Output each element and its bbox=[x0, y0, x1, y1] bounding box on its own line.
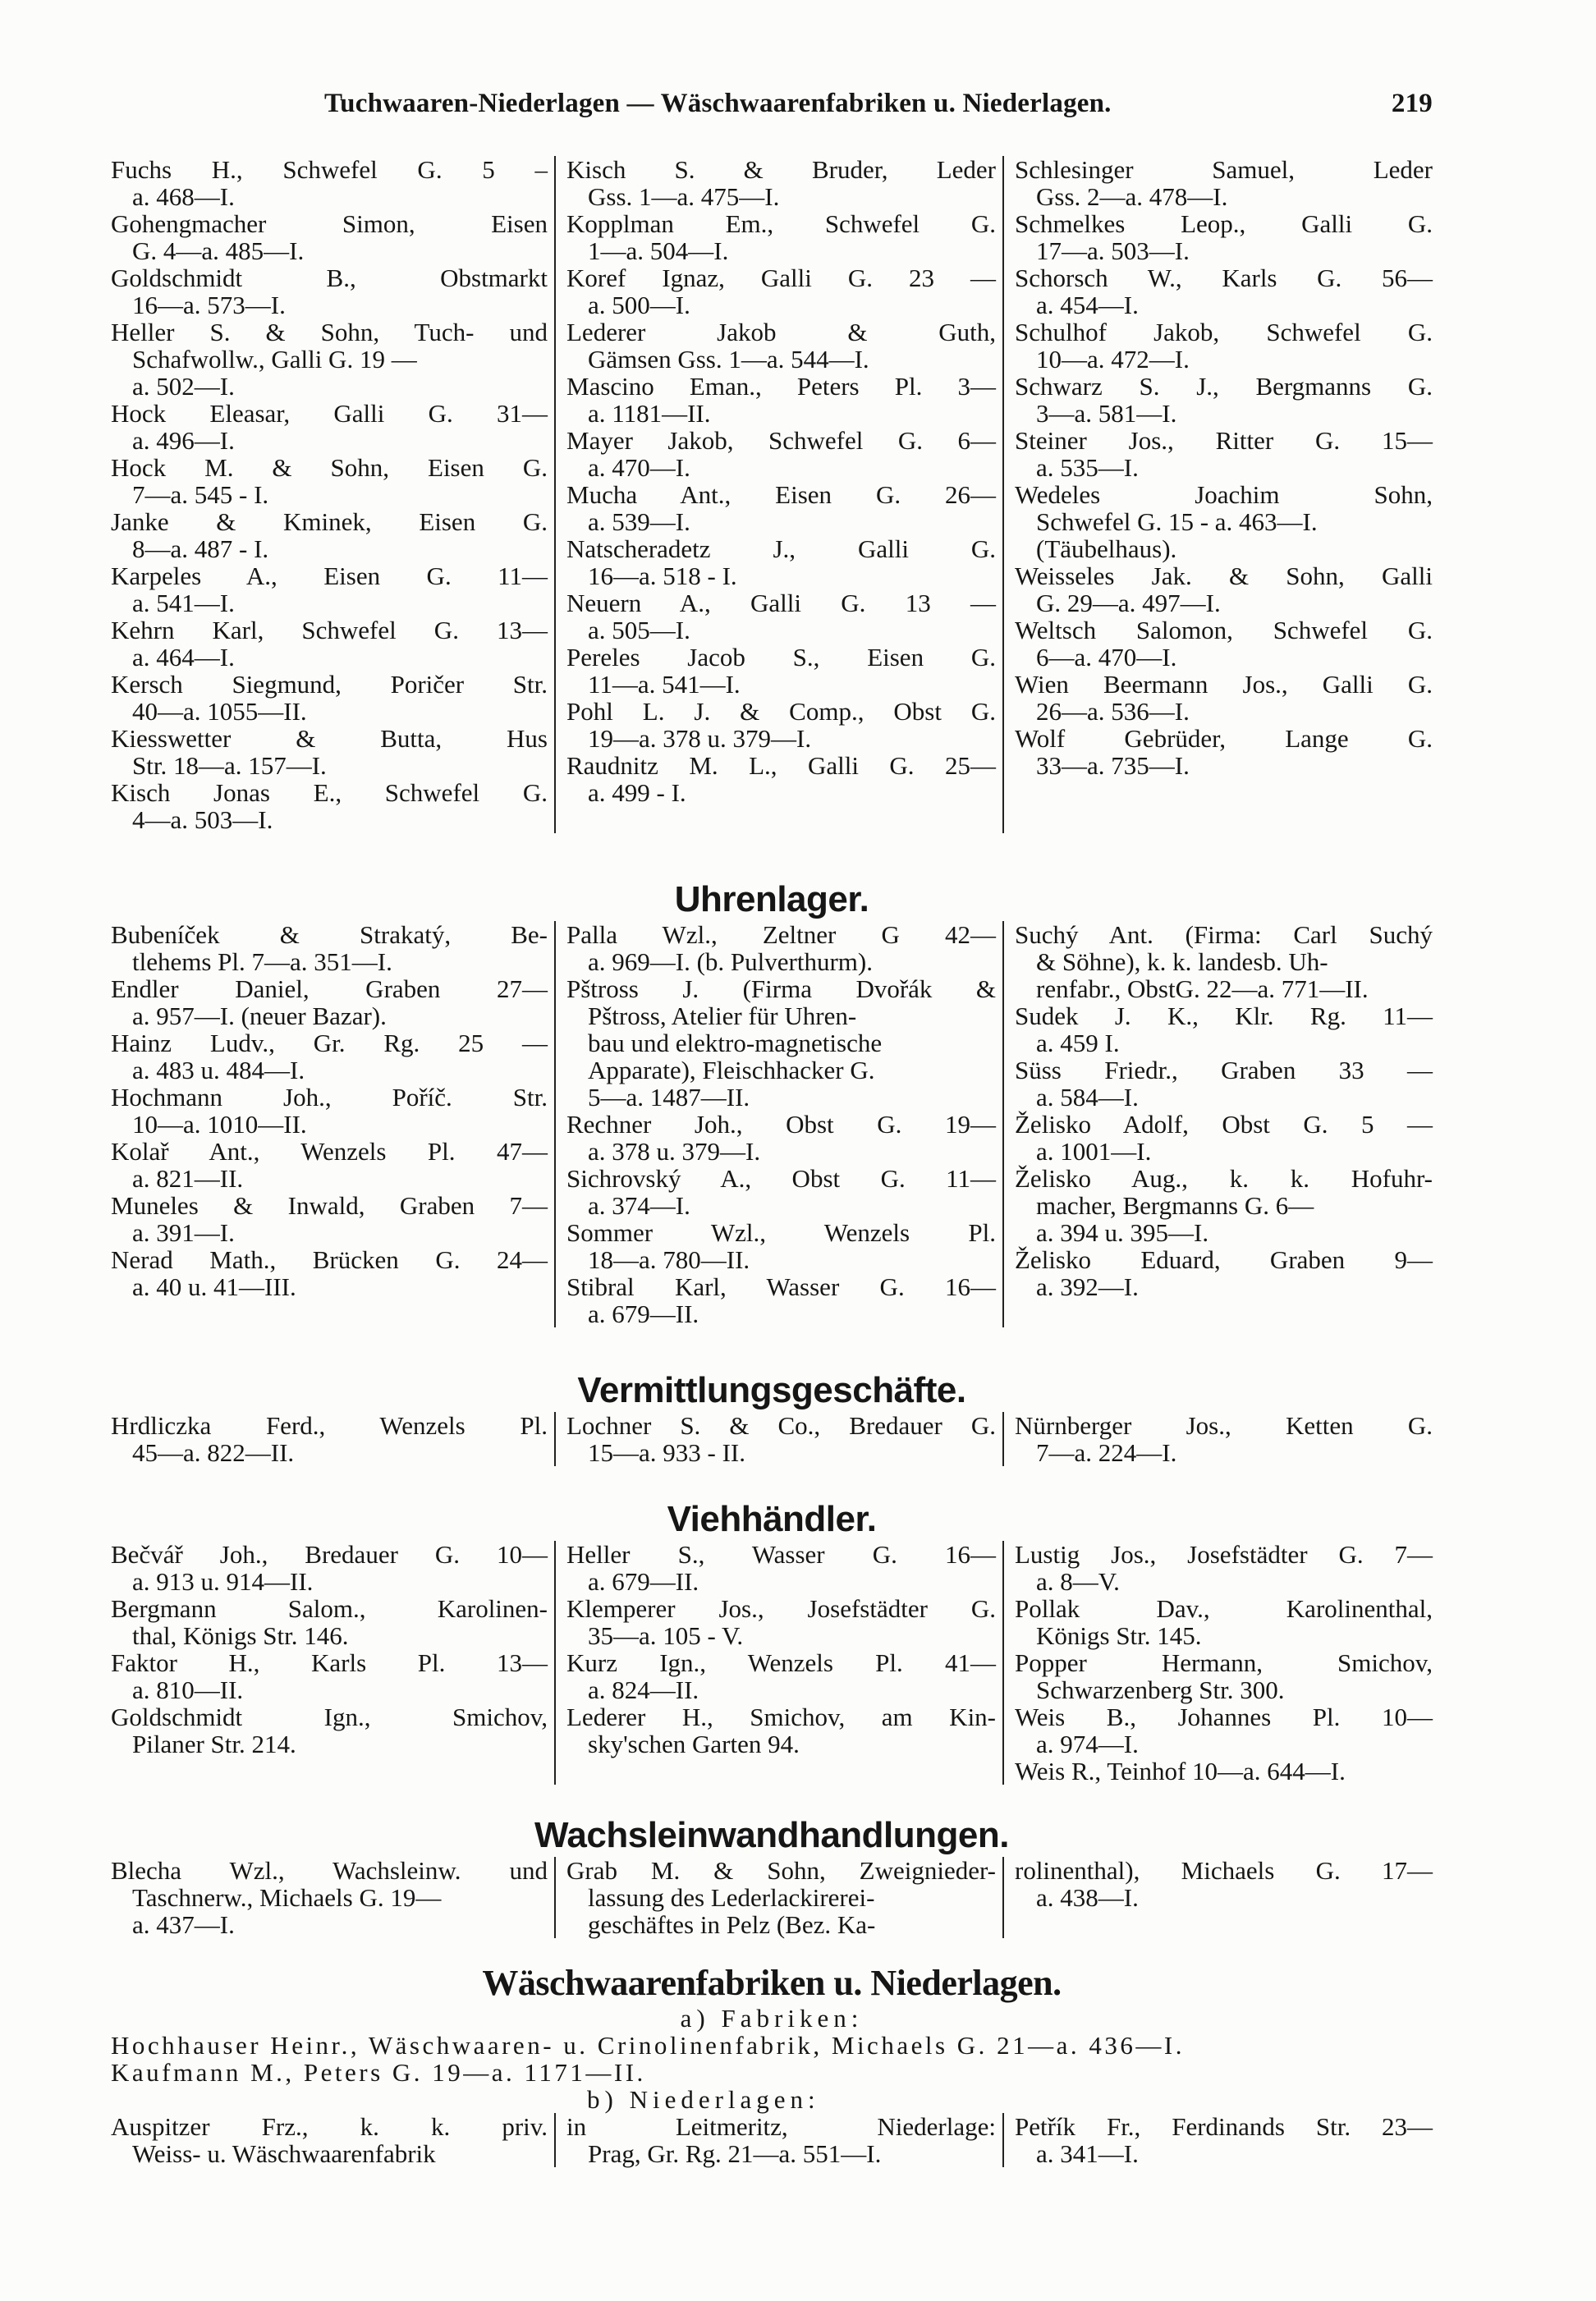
entry-continuation-line: a. 459 I. bbox=[1036, 1029, 1120, 1057]
entry-name-line: Hock M. & Sohn, Eisen G. bbox=[111, 453, 548, 482]
entry-continuation-line: Apparate), Fleischhacker G. bbox=[588, 1056, 875, 1084]
entry-name-line: Rechner Joh., Obst G. 19— bbox=[566, 1110, 996, 1139]
entry-name-line: Schorsch W., Karls G. 56— bbox=[1015, 264, 1433, 292]
entry-continuation-line: a. 821—II. bbox=[132, 1164, 244, 1193]
entry-name-line: Weis R., Teinhof 10—a. 644—I. bbox=[1015, 1757, 1346, 1785]
entry-name-line: Palla Wzl., Zeltner G 42— bbox=[566, 920, 996, 949]
entry-continuation-line: tlehems Pl. 7—a. 351—I. bbox=[132, 947, 392, 976]
entry-continuation-line: thal, Königs Str. 146. bbox=[132, 1621, 349, 1650]
entry-continuation-line: 16—a. 518 - I. bbox=[588, 561, 737, 590]
section-heading: Viehhändler. bbox=[667, 1499, 877, 1539]
directory-entry bbox=[1015, 319, 1433, 373]
directory-entry bbox=[111, 2113, 548, 2167]
directory-entry bbox=[111, 671, 548, 725]
directory-entry bbox=[566, 921, 996, 975]
entry-continuation-line: a. 341—I. bbox=[1036, 2139, 1139, 2168]
entry-name-line: Neuern A., Galli G. 13 — bbox=[566, 589, 996, 617]
entry-name-line: Klemperer Jos., Josefstädter G. bbox=[566, 1594, 996, 1623]
directory-entry bbox=[111, 1192, 548, 1246]
entry-name-line: Wedeles Joachim Sohn, bbox=[1015, 480, 1433, 509]
entry-name-line: Sudek J. K., Klr. Rg. 11— bbox=[1015, 1002, 1433, 1030]
entry-continuation-line: a. 468—I. bbox=[132, 182, 235, 211]
directory-entry bbox=[111, 725, 548, 779]
directory-entry bbox=[1015, 1703, 1433, 1758]
entry-continuation-line: a. 1001—I. bbox=[1036, 1137, 1152, 1166]
entry-name-line: Želisko Eduard, Graben 9— bbox=[1015, 1245, 1433, 1274]
entry-continuation-line: G. 4—a. 485—I. bbox=[132, 236, 305, 265]
entry-name-line: Želisko Aug., k. k. Hofuhr- bbox=[1015, 1164, 1433, 1193]
entry-continuation-line: Schwefel G. 15 - a. 463—I. bbox=[1036, 507, 1318, 536]
entry-name-line: Endler Daniel, Graben 27— bbox=[111, 974, 548, 1003]
entry-continuation-line: 5—a. 1487—II. bbox=[588, 1083, 750, 1112]
entry-continuation-line: 15—a. 933 - II. bbox=[588, 1438, 745, 1467]
directory-entry bbox=[111, 1084, 548, 1138]
directory-entry bbox=[1015, 1111, 1433, 1165]
directory-entry bbox=[1015, 481, 1433, 562]
page-number: 219 bbox=[1391, 89, 1433, 118]
entry-continuation-line: Gämsen Gss. 1—a. 544—I. bbox=[588, 345, 869, 374]
entry-name-line: Karpeles A., Eisen G. 11— bbox=[111, 561, 548, 590]
entry-name-line: Natscheradetz J., Galli G. bbox=[566, 534, 996, 563]
directory-entry bbox=[111, 508, 548, 562]
columns bbox=[111, 2113, 1433, 2167]
directory-entry bbox=[1015, 2113, 1433, 2167]
entry-name-line: Hainz Ludv., Gr. Rg. 25 — bbox=[111, 1029, 548, 1057]
entry-continuation-line: 3—a. 581—I. bbox=[1036, 399, 1177, 428]
entry-continuation-line: a. 505—I. bbox=[588, 616, 690, 644]
entry-name-line: Sichrovský A., Obst G. 11— bbox=[566, 1164, 996, 1193]
directory-entry bbox=[566, 1649, 996, 1703]
entry-continuation-line: a. 438—I. bbox=[1036, 1883, 1139, 1912]
entry-name-line: in Leitmeritz, Niederlage: bbox=[566, 2112, 996, 2141]
directory-entry bbox=[566, 1412, 996, 1466]
directory-entry bbox=[566, 752, 996, 806]
directory-entry bbox=[566, 1595, 996, 1649]
column-3 bbox=[1002, 156, 1433, 833]
column-1 bbox=[111, 156, 554, 833]
directory-entry bbox=[1015, 1649, 1433, 1703]
directory-entry bbox=[1015, 671, 1433, 725]
entry-continuation-line: 19—a. 378 u. 379—I. bbox=[588, 724, 812, 753]
entry-continuation-line: 45—a. 822—II. bbox=[132, 1438, 295, 1467]
entry-continuation-line: & Söhne), k. k. landesb. Uh- bbox=[1036, 947, 1328, 976]
directory-entry bbox=[1015, 264, 1433, 319]
column-3 bbox=[1002, 921, 1433, 1327]
column-2 bbox=[554, 1857, 1002, 1938]
entry-name-line: Steiner Jos., Ritter G. 15— bbox=[1015, 426, 1433, 455]
column-2 bbox=[554, 2113, 1002, 2167]
entry-name-line: Bergmann Salom., Karolinen- bbox=[111, 1594, 548, 1623]
entry-continuation-line: a. 392—I. bbox=[1036, 1272, 1139, 1301]
directory-entry bbox=[566, 1219, 996, 1273]
directory-entry bbox=[566, 373, 996, 427]
entry-continuation-line: a. 8—V. bbox=[1036, 1567, 1120, 1596]
entry-continuation-line: G. 29—a. 497—I. bbox=[1036, 589, 1221, 617]
entry-name-line: Pollak Dav., Karolinenthal, bbox=[1015, 1594, 1433, 1623]
entry-continuation-line: a. 40 u. 41—III. bbox=[132, 1272, 296, 1301]
section-waeschwaaren bbox=[111, 1962, 1433, 2167]
entry-name-line: Nürnberger Jos., Ketten G. bbox=[1015, 1411, 1433, 1440]
directory-entry bbox=[1015, 1595, 1433, 1649]
entry-name-line: Hock Eleasar, Galli G. 31— bbox=[111, 399, 548, 428]
directory-entry bbox=[1015, 1758, 1433, 1785]
entry-continuation-line: Pilaner Str. 214. bbox=[132, 1730, 296, 1758]
entry-continuation-line: Str. 18—a. 157—I. bbox=[132, 751, 327, 780]
entry-name-line: Weis B., Johannes Pl. 10— bbox=[1015, 1703, 1433, 1731]
entry-continuation-line: a. 974—I. bbox=[1036, 1730, 1139, 1758]
directory-entry bbox=[111, 264, 548, 319]
entry-name-line: Wien Beermann Jos., Galli G. bbox=[1015, 670, 1433, 699]
fabriken-entry bbox=[111, 2059, 1433, 2086]
entry-continuation-line: a. 957—I. (neuer Bazar). bbox=[132, 1002, 387, 1030]
entry-continuation-line: macher, Bergmanns G. 6— bbox=[1036, 1191, 1314, 1220]
entry-continuation-line: a. 539—I. bbox=[588, 507, 690, 536]
directory-entry bbox=[1015, 210, 1433, 264]
directory-entry bbox=[111, 921, 548, 975]
columns bbox=[111, 156, 1433, 833]
entry-name-line: Kiesswetter & Butta, Hus bbox=[111, 724, 548, 753]
column-2 bbox=[554, 1412, 1002, 1466]
directory-entry bbox=[111, 1412, 548, 1466]
entry-name-line: Hochmann Joh., Poříč. Str. bbox=[111, 1083, 548, 1112]
entry-name-line: Weisseles Jak. & Sohn, Galli bbox=[1015, 561, 1433, 590]
columns bbox=[111, 1412, 1433, 1466]
entry-name-line: Goldschmidt B., Obstmarkt bbox=[111, 264, 548, 292]
entry-name-line: Pereles Jacob S., Eisen G. bbox=[566, 643, 996, 672]
directory-entry bbox=[111, 319, 548, 400]
entry-continuation-line: Prag, Gr. Rg. 21—a. 551—I. bbox=[588, 2139, 882, 2168]
entry-continuation-line: a. 824—II. bbox=[588, 1675, 699, 1704]
directory-entry bbox=[111, 779, 548, 833]
entry-continuation-line: a. 679—II. bbox=[588, 1299, 699, 1328]
entry-name-line: Heller S. & Sohn, Tuch- und bbox=[111, 318, 548, 346]
fabrik-line: Hochhauser Heinr., Wäschwaaren- u. Crinolinenfabrik, Michaels G. 21—a. 436—I. bbox=[111, 2031, 1185, 2060]
column-1 bbox=[111, 1412, 554, 1466]
entry-continuation-line: a. 437—I. bbox=[132, 1910, 235, 1939]
directory-entry bbox=[111, 1857, 548, 1938]
directory-entry bbox=[1015, 373, 1433, 427]
directory-entry bbox=[566, 1111, 996, 1165]
niederlagen-label: b) Niederlagen: bbox=[587, 2085, 820, 2114]
entry-continuation-line: 4—a. 503—I. bbox=[132, 805, 273, 834]
section-tuchwaaren bbox=[111, 156, 1433, 833]
column-3 bbox=[1002, 1541, 1433, 1785]
entry-name-line: Bubeníček & Strakatý, Be- bbox=[111, 920, 548, 949]
fabrik-line: Kaufmann M., Peters G. 19—a. 1171—II. bbox=[111, 2058, 646, 2087]
entry-continuation-line: a. 810—II. bbox=[132, 1675, 244, 1704]
columns bbox=[111, 1541, 1433, 1785]
directory-entry bbox=[1015, 1002, 1433, 1057]
entry-continuation-line: lassung des Lederlackirerei- bbox=[588, 1883, 875, 1912]
entry-name-line: Kisch Jonas E., Schwefel G. bbox=[111, 778, 548, 807]
entry-continuation-line: a. 394 u. 395—I. bbox=[1036, 1218, 1209, 1247]
directory-entry bbox=[111, 1649, 548, 1703]
section-heading: Wachsleinwandhandlungen. bbox=[534, 1815, 1009, 1855]
column-2 bbox=[554, 921, 1002, 1327]
entry-continuation-line: a. 502—I. bbox=[132, 372, 235, 401]
entry-name-line: Fuchs H., Schwefel G. 5 – bbox=[111, 155, 548, 184]
entry-name-line: Kehrn Karl, Schwefel G. 13— bbox=[111, 616, 548, 644]
directory-entry bbox=[111, 617, 548, 671]
directory-entry bbox=[566, 1165, 996, 1219]
directory-entry bbox=[566, 975, 996, 1111]
directory-entry bbox=[566, 698, 996, 752]
directory-entry bbox=[1015, 921, 1433, 1002]
entry-continuation-line: a. 496—I. bbox=[132, 426, 235, 455]
directory-entry bbox=[566, 156, 996, 210]
column-3 bbox=[1002, 1857, 1433, 1938]
directory-entry bbox=[566, 319, 996, 373]
entry-continuation-line: a. 584—I. bbox=[1036, 1083, 1139, 1112]
directory-entry bbox=[566, 210, 996, 264]
directory-entry bbox=[111, 975, 548, 1029]
entry-name-line: Hrdliczka Ferd., Wenzels Pl. bbox=[111, 1411, 548, 1440]
directory-entry bbox=[566, 1703, 996, 1758]
column-3 bbox=[1002, 1412, 1433, 1466]
columns bbox=[111, 921, 1433, 1327]
entry-name-line: Weltsch Salomon, Schwefel G. bbox=[1015, 616, 1433, 644]
entry-continuation-line: a. 500—I. bbox=[588, 291, 690, 319]
entry-continuation-line: a. 470—I. bbox=[588, 453, 690, 482]
directory-entry bbox=[111, 1541, 548, 1595]
directory-entry bbox=[111, 1246, 548, 1300]
entry-continuation-line: Gss. 1—a. 475—I. bbox=[588, 182, 780, 211]
directory-entry bbox=[111, 400, 548, 454]
entry-continuation-line: 1—a. 504—I. bbox=[588, 236, 729, 265]
entry-continuation-line: 26—a. 536—I. bbox=[1036, 697, 1190, 726]
entry-continuation-line: geschäftes in Pelz (Bez. Ka- bbox=[588, 1910, 876, 1939]
directory-entry bbox=[1015, 1165, 1433, 1246]
entry-name-line: Goldschmidt Ign., Smichov, bbox=[111, 1703, 548, 1731]
entry-continuation-line: a. 391—I. bbox=[132, 1218, 235, 1247]
directory-entry bbox=[566, 2113, 996, 2167]
entry-continuation-line: a. 499 - I. bbox=[588, 778, 686, 807]
entry-continuation-line: 35—a. 105 - V. bbox=[588, 1621, 744, 1650]
directory-entry bbox=[566, 1857, 996, 1938]
entry-continuation-line: a. 483 u. 484—I. bbox=[132, 1056, 305, 1084]
directory-entry bbox=[1015, 1412, 1433, 1466]
entry-name-line: Schmelkes Leop., Galli G. bbox=[1015, 209, 1433, 238]
fabriken-entry bbox=[111, 2032, 1433, 2059]
entry-continuation-line: bau und elektro-magnetische bbox=[588, 1029, 883, 1057]
section-heading: Vermittlungsgeschäfte. bbox=[577, 1370, 966, 1410]
directory-entry bbox=[1015, 617, 1433, 671]
entry-name-line: Muneles & Inwald, Graben 7— bbox=[111, 1191, 548, 1220]
entry-continuation-line: a. 454—I. bbox=[1036, 291, 1139, 319]
column-1 bbox=[111, 1857, 554, 1938]
directory-entry bbox=[1015, 1057, 1433, 1111]
entry-continuation-line: 40—a. 1055—II. bbox=[132, 697, 307, 726]
directory-entry bbox=[1015, 1541, 1433, 1595]
entry-name-line: Faktor H., Karls Pl. 13— bbox=[111, 1648, 548, 1677]
directory-entry bbox=[566, 1541, 996, 1595]
entry-continuation-line: a. 1181—II. bbox=[588, 399, 711, 428]
entry-name-line: Suchý Ant. (Firma: Carl Suchý bbox=[1015, 920, 1433, 949]
directory-entry bbox=[1015, 562, 1433, 617]
entry-continuation-line: Gss. 2—a. 478—I. bbox=[1036, 182, 1228, 211]
directory-entry bbox=[566, 264, 996, 319]
entry-continuation-line: a. 913 u. 914—II. bbox=[132, 1567, 314, 1596]
fabriken-label: a) Fabriken: bbox=[680, 2004, 864, 2033]
entry-name-line: Gohengmacher Simon, Eisen bbox=[111, 209, 548, 238]
column-1 bbox=[111, 2113, 554, 2167]
entry-name-line: Želisko Adolf, Obst G. 5 — bbox=[1015, 1110, 1433, 1139]
directory-entry bbox=[1015, 427, 1433, 481]
entry-name-line: Wolf Gebrüder, Lange G. bbox=[1015, 724, 1433, 753]
directory-entry bbox=[566, 589, 996, 644]
entry-continuation-line: Schwarzenberg Str. 300. bbox=[1036, 1675, 1285, 1704]
entry-name-line: Pštross J. (Firma Dvořák & bbox=[566, 974, 996, 1003]
entry-name-line: rolinenthal), Michaels G. 17— bbox=[1015, 1856, 1433, 1885]
entry-name-line: Janke & Kminek, Eisen G. bbox=[111, 507, 548, 536]
directory-entry bbox=[566, 644, 996, 698]
entry-name-line: Bečvář Joh., Bredauer G. 10— bbox=[111, 1540, 548, 1569]
entry-continuation-line: 33—a. 735—I. bbox=[1036, 751, 1190, 780]
entry-name-line: Süss Friedr., Graben 33 — bbox=[1015, 1056, 1433, 1084]
running-header bbox=[324, 89, 1433, 123]
directory-entry bbox=[111, 210, 548, 264]
entry-continuation-line: Weiss- u. Wäschwaarenfabrik bbox=[132, 2139, 436, 2168]
entry-continuation-line: 7—a. 224—I. bbox=[1036, 1438, 1177, 1467]
entry-name-line: Koref Ignaz, Galli G. 23 — bbox=[566, 264, 996, 292]
column-2 bbox=[554, 1541, 1002, 1785]
entry-continuation-line: sky'schen Garten 94. bbox=[588, 1730, 800, 1758]
entry-name-line: Nerad Math., Brücken G. 24— bbox=[111, 1245, 548, 1274]
entry-continuation-line: Schafwollw., Galli G. 19 — bbox=[132, 345, 417, 374]
directory-entry bbox=[566, 481, 996, 535]
columns bbox=[111, 1857, 1433, 1938]
directory-entry bbox=[566, 535, 996, 589]
entry-name-line: Lederer Jakob & Guth, bbox=[566, 318, 996, 346]
entry-name-line: Schulhof Jakob, Schwefel G. bbox=[1015, 318, 1433, 346]
entry-continuation-line: 11—a. 541—I. bbox=[588, 670, 741, 699]
entry-name-line: Grab M. & Sohn, Zweignieder- bbox=[566, 1856, 996, 1885]
section-heading: Wäschwaarenfabriken u. Niederlagen. bbox=[482, 1963, 1062, 2003]
column-1 bbox=[111, 1541, 554, 1785]
entry-continuation-line: Königs Str. 145. bbox=[1036, 1621, 1202, 1650]
entry-continuation-line: 7—a. 545 - I. bbox=[132, 480, 269, 509]
entry-name-line: Pohl L. J. & Comp., Obst G. bbox=[566, 697, 996, 726]
entry-name-line: Lustig Jos., Josefstädter G. 7— bbox=[1015, 1540, 1433, 1569]
section-uhrenlager bbox=[111, 878, 1433, 1327]
entry-name-line: Petřík Fr., Ferdinands Str. 23— bbox=[1015, 2112, 1433, 2141]
entry-continuation-line: 6—a. 470—I. bbox=[1036, 643, 1177, 672]
entry-continuation-line: (Täubelhaus). bbox=[1036, 534, 1177, 563]
entry-name-line: Kersch Siegmund, Poričer Str. bbox=[111, 670, 548, 699]
directory-entry bbox=[566, 427, 996, 481]
directory-entry bbox=[1015, 725, 1433, 779]
entry-name-line: Lochner S. & Co., Bredauer G. bbox=[566, 1411, 996, 1440]
directory-entry bbox=[111, 1703, 548, 1758]
entry-name-line: Kurz Ign., Wenzels Pl. 41— bbox=[566, 1648, 996, 1677]
entry-continuation-line: a. 374—I. bbox=[588, 1191, 690, 1220]
directory-entry bbox=[111, 156, 548, 210]
entry-continuation-line: a. 378 u. 379—I. bbox=[588, 1137, 761, 1166]
directory-entry bbox=[111, 1138, 548, 1192]
entry-continuation-line: a. 679—II. bbox=[588, 1567, 699, 1596]
entry-name-line: Sommer Wzl., Wenzels Pl. bbox=[566, 1218, 996, 1247]
entry-continuation-line: 17—a. 503—I. bbox=[1036, 236, 1190, 265]
entry-continuation-line: a. 541—I. bbox=[132, 589, 235, 617]
entry-name-line: Lederer H., Smichov, am Kin- bbox=[566, 1703, 996, 1731]
entry-name-line: Schlesinger Samuel, Leder bbox=[1015, 155, 1433, 184]
entry-name-line: Popper Hermann, Smichov, bbox=[1015, 1648, 1433, 1677]
directory-entry bbox=[1015, 1857, 1433, 1911]
directory-entry bbox=[111, 454, 548, 508]
entry-continuation-line: Taschnerw., Michaels G. 19— bbox=[132, 1883, 442, 1912]
column-1 bbox=[111, 921, 554, 1327]
entry-continuation-line: a. 535—I. bbox=[1036, 453, 1139, 482]
entry-continuation-line: 10—a. 1010—II. bbox=[132, 1110, 307, 1139]
entry-name-line: Schwarz S. J., Bergmanns G. bbox=[1015, 372, 1433, 401]
entry-name-line: Raudnitz M. L., Galli G. 25— bbox=[566, 751, 996, 780]
entry-name-line: Kopplman Em., Schwefel G. bbox=[566, 209, 996, 238]
entry-continuation-line: 8—a. 487 - I. bbox=[132, 534, 269, 563]
entry-name-line: Mucha Ant., Eisen G. 26— bbox=[566, 480, 996, 509]
entry-name-line: Mascino Eman., Peters Pl. 3— bbox=[566, 372, 996, 401]
entry-continuation-line: 10—a. 472—I. bbox=[1036, 345, 1190, 374]
directory-entry bbox=[1015, 1246, 1433, 1300]
entry-continuation-line: Pštross, Atelier für Uhren- bbox=[588, 1002, 857, 1030]
directory-entry bbox=[111, 562, 548, 617]
entry-name-line: Kolař Ant., Wenzels Pl. 47— bbox=[111, 1137, 548, 1166]
entry-continuation-line: 16—a. 573—I. bbox=[132, 291, 286, 319]
header-title: Tuchwaaren-Niederlagen — Wäschwaarenfabriken u. Niederlagen. bbox=[324, 89, 1112, 118]
entry-name-line: Auspitzer Frz., k. k. priv. bbox=[111, 2112, 548, 2141]
entry-continuation-line: renfabr., ObstG. 22—a. 771—II. bbox=[1036, 974, 1369, 1003]
entry-name-line: Blecha Wzl., Wachsleinw. und bbox=[111, 1856, 548, 1885]
entry-continuation-line: 18—a. 780—II. bbox=[588, 1245, 750, 1274]
column-3 bbox=[1002, 2113, 1433, 2167]
entry-name-line: Mayer Jakob, Schwefel G. 6— bbox=[566, 426, 996, 455]
entry-name-line: Heller S., Wasser G. 16— bbox=[566, 1540, 996, 1569]
section-viehhaendler bbox=[111, 1498, 1433, 1785]
section-wachsleinwand bbox=[111, 1814, 1433, 1938]
directory-entry bbox=[111, 1595, 548, 1649]
entry-continuation-line: a. 969—I. (b. Pulverthurm). bbox=[588, 947, 873, 976]
directory-entry bbox=[1015, 156, 1433, 210]
directory-entry bbox=[111, 1029, 548, 1084]
directory-entry bbox=[566, 1273, 996, 1327]
entry-name-line: Kisch S. & Bruder, Leder bbox=[566, 155, 996, 184]
section-heading: Uhrenlager. bbox=[674, 879, 869, 919]
entry-name-line: Stibral Karl, Wasser G. 16— bbox=[566, 1272, 996, 1301]
entry-continuation-line: a. 464—I. bbox=[132, 643, 235, 672]
section-vermittlung bbox=[111, 1369, 1433, 1466]
column-2 bbox=[554, 156, 1002, 833]
